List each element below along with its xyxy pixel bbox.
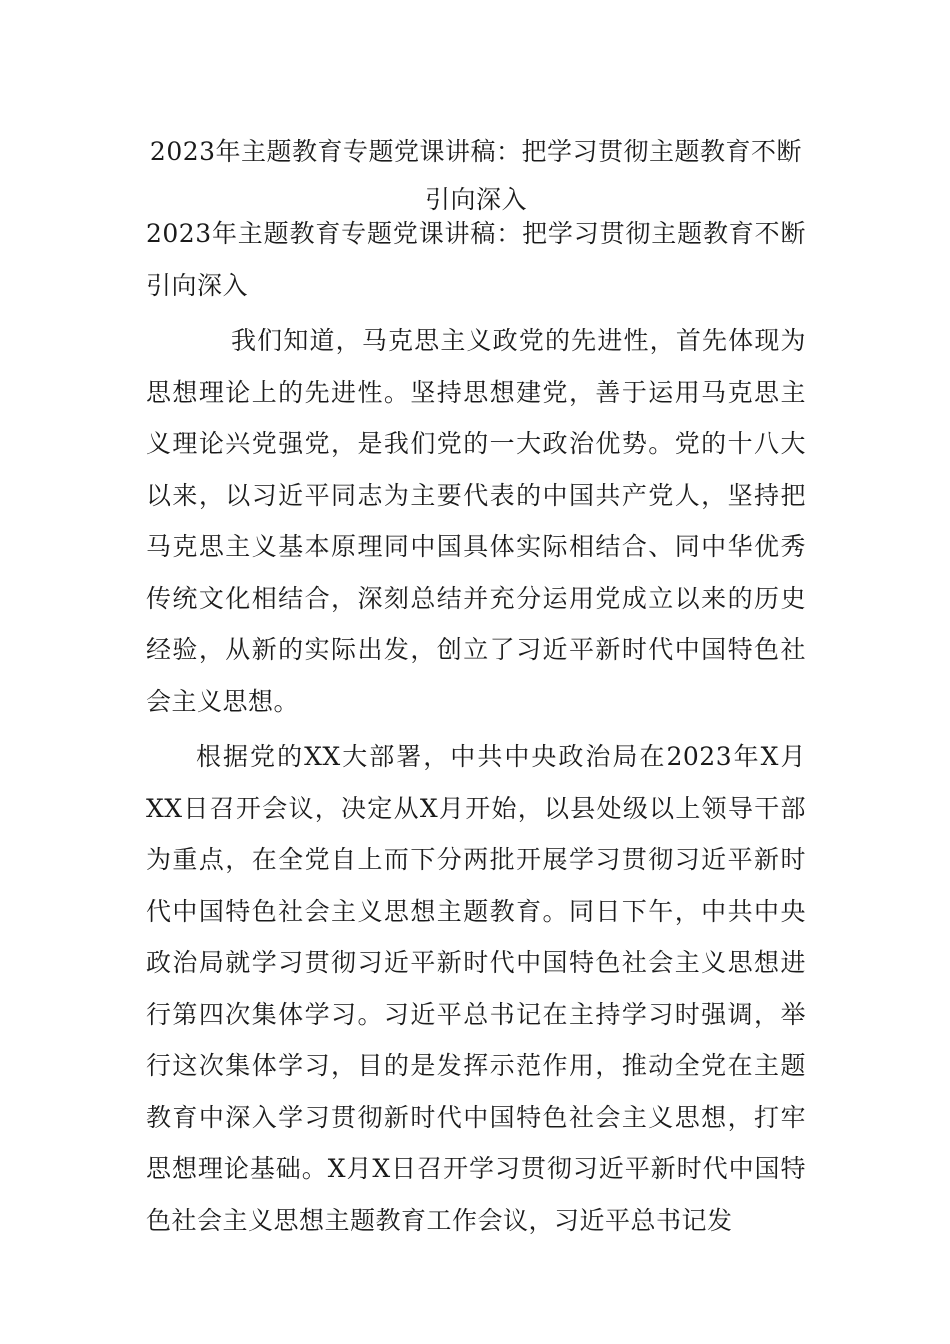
document-body <box>146 208 806 1246</box>
paragraph: 我们知道，马克思主义政党的先进性，首先体现为思想理论上的先进性。坚持思想建党，善于运用马克思主义理论兴党强党，是我们党的一大政治优势。党的十八大以来，以习近平同志为主要代表的中国共产党人，坚持把马克思主义基本原理同中国具体实际相结合、同中华优秀传统文化相结合，深刻总结并充分运用党成立以来的历史经验，从新的实际出发，创立了习近平新时代中国特色社会主义思想。 <box>146 326 806 716</box>
document-title: 2023年主题教育专题党课讲稿：把学习贯彻主题教育不断引向深入 <box>149 137 803 214</box>
paragraph: 根据党的XX大部署，中共中央政治局在2023年X月XX日召开会议，决定从X月开始，以县处级以上领导干部为重点，在全党自上而下分两批开展学习贯彻习近平新时代中国特色社会主义思想主题教育。同日下午，中共中央政治局就学习贯彻习近平新时代中国特色社会主义思想进行第四次集体学习。习近平总书记在主持学习时强调，举行这次集体学习，目的是发挥示范作用，推动全党在主题教育中深入学习贯彻新时代中国特色社会主义思想，打牢思想理论基础。X月X日召开学习贯彻习近平新时代中国特色社会主义思想主题教育工作会议，习近平总书记发 <box>146 742 806 1235</box>
document-subtitle: 2023年主题教育专题党课讲稿：把学习贯彻主题教育不断引向深入 <box>146 219 806 300</box>
